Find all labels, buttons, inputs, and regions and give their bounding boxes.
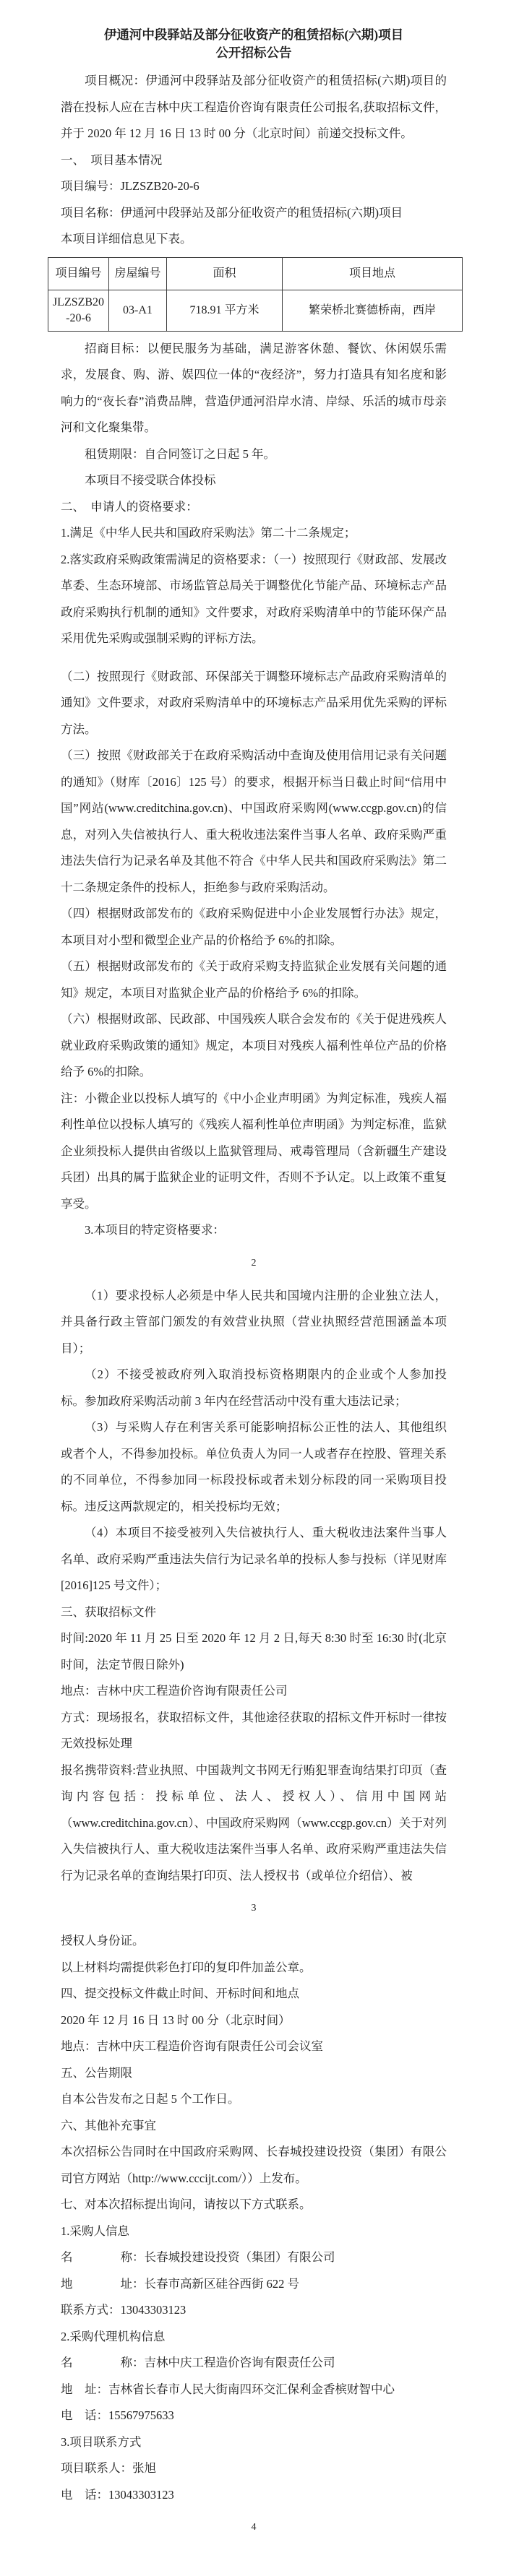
- paragraph-policy-2: （二）按照现行《财政部、环保部关于调整环境标志产品政府采购清单的通知》文件要求，对政府采购清单中的环境标志产品采用优先采购的评标方法。: [61, 669, 447, 736]
- page-number-4: 4: [251, 2522, 257, 2533]
- paragraph-project-contact-heading: 3.项目联系方式: [61, 2434, 142, 2449]
- paragraph-project-contact-phone: 电 话：13043303123: [61, 2487, 174, 2502]
- paragraph-agency-address: 地 址：吉林省长春市人民大街南四环交汇保利金香槟财智中心: [61, 2382, 395, 2396]
- section-heading-6-supplementary: 六、其他补充事宜: [61, 2118, 156, 2132]
- section-heading-3-obtain-documents: 三、获取招标文件: [61, 1604, 156, 1619]
- paragraph-obtain-place: 地点：吉林中庆工程造价咨询有限责任公司: [61, 1684, 288, 1698]
- paragraph-id-card: 授权人身份证。: [61, 1934, 145, 1948]
- paragraph-specific-req-3: （3）与采购人存在利害关系可能影响招标公正性的法人、其他组织或者个人，不得参加投标。单位负责人为同一人或者存在控股、管理关系的不同单位，不得参加同一标段投标或者未划分标段的同一采购项目投标。违反这两款规定的，相关投标均无效；: [61, 1420, 447, 1513]
- paragraph-opening-place: 地点：吉林中庆工程造价咨询有限责任公司会议室: [61, 2039, 323, 2053]
- table-cell-location: 繁荣桥北赛德桥南，西岸: [283, 290, 463, 331]
- paragraph-specific-req-1: （1）要求投标人必须是中华人民共和国境内注册的企业独立法人，并具备行政主管部门颁发的有效营业执照（营业执照经营范围涵盖本项目）；: [61, 1288, 447, 1355]
- paragraph-policy-4: （四）根据财政部发布的《政府采购促进中小企业发展暂行办法》规定，本项目对小型和微型企业产品的价格给予 6%的扣除。: [61, 907, 447, 947]
- paragraph-table-intro: 本项目详细信息见下表。: [61, 232, 192, 246]
- paragraph-purchaser-contact: 联系方式：13043303123: [61, 2303, 186, 2317]
- paragraph-specific-qualifications: 3.本项目的特定资格要求：: [85, 1223, 225, 1237]
- table-row: [48, 290, 463, 331]
- paragraph-project-name: 项目名称：伊通河中段驿站及部分征收资产的租赁招标(六期)项目: [61, 205, 403, 220]
- paragraph-deadline-time: 2020 年 12 月 16 日 13 时 00 分（北京时间）: [61, 2013, 291, 2027]
- paragraph-publish-websites: 本次招标公告同时在中国政府采购网、长春城投建设投资（集团）有限公司官方网站（http://www.cccijt.com/））上发布。: [61, 2145, 447, 2185]
- section-heading-7-contact: 七、对本次招标提出询问，请按以下方式联系。: [61, 2197, 312, 2211]
- paragraph-registration-materials: 报名携带资料:营业执照、中国裁判文书网无行贿犯罪查询结果打印页（查询内容包括：投标单位、法人、授权人）、信用中国网站（www.creditchina.gov.cn）、中国政府采购网（www.ccgp.gov.cn）关于对列入失信被执行人、重大税收违法案件当事人名单、政府采购严重违法失信行为记录名单的查询结果打印页、法人授权书（或单位介绍信）、被: [61, 1763, 447, 1883]
- paragraph-project-contact-person: 项目联系人：张旭: [61, 2461, 156, 2475]
- paragraph-specific-req-4: （4）本项目不接受被列入失信被执行人、重大税收违法案件当事人名单、政府采购严重违法失信行为记录名单的投标人参与投标（详见财库[2016]125 号文件）；: [61, 1526, 447, 1592]
- document-title-line2: 公开招标公告: [215, 46, 292, 60]
- table-header-project-code: 项目编号: [48, 257, 109, 290]
- project-detail-table: [48, 257, 463, 332]
- section-heading-2-qualifications: 二、 申请人的资格要求：: [61, 499, 198, 514]
- document-title-line1: 伊通河中段驿站及部分征收资产的租赁招标(六期)项目: [103, 27, 404, 42]
- table-header-row: [48, 257, 463, 290]
- paragraph-project-number: 项目编号：JLZSZB20-20-6: [61, 179, 200, 193]
- paragraph-policy-3: （三）按照《财政部关于在政府采购活动中查询及使用信用记录有关问题的通知》（财库〔2016〕125 号）的要求，根据开标当日截止时间“信用中国”网站(www.creditchina.gov.cn)、中国政府采购网(www.ccgp.gov.cn)的信息，对列入失信被执行人、重大税收违法案件当事人名单、政府采购严重违法失信行为记录名单及其他不符合《中华人民共和国政府采购法》第二十二条规定条件的投标人，拒绝参与政府采购活动。: [61, 748, 447, 894]
- table-cell-project-code: JLZSZB20-20-6: [48, 290, 109, 331]
- paragraph-policy-5: （五）根据财政部发布的《关于政府采购支持监狱企业发展有关问题的通知》规定，本项目对监狱企业产品的价格给予 6%的扣除。: [61, 959, 447, 1000]
- section-heading-1-basic-info: 一、 项目基本情况: [61, 152, 163, 167]
- page-number-2: 2: [251, 1257, 257, 1268]
- paragraph-agency-phone: 电 话：15567975633: [61, 2408, 174, 2422]
- table-header-location: 项目地点: [283, 257, 463, 290]
- document-title: [61, 26, 447, 62]
- paragraph-agency-info-heading: 2.采购代理机构信息: [61, 2329, 166, 2343]
- table-cell-area: 718.91 平方米: [167, 290, 283, 331]
- paragraph-obtain-time: 时间:2020 年 11 月 25 日至 2020 年 12 月 2 日,每天 8:30 时至 16:30 时(北京时间，法定节假日除外): [61, 1631, 447, 1672]
- section-heading-4-deadline: 四、提交投标文件截止时间、开标时间和地点: [61, 1987, 299, 2000]
- paragraph-agency-name: 名 称：吉林中庆工程造价咨询有限责任公司: [61, 2356, 335, 2369]
- paragraph-qualification-1: 1.满足《中华人民共和国政府采购法》第二十二条规定；: [61, 526, 356, 540]
- paragraph-lease-term: 租赁期限：自合同签订之日起 5 年。: [85, 446, 275, 461]
- paragraph-project-overview: 项目概况：伊通河中段驿站及部分征收资产的租赁招标(六期)项目的潜在投标人应在吉林中庆工程造价咨询有限责任公司报名,获取招标文件，并于 2020 年 12 月 16 日 13 时 00 分（北京时间）前递交投标文件。: [61, 74, 447, 140]
- section-heading-5-announcement-period: 五、公告期限: [61, 2065, 132, 2080]
- table-header-area: 面积: [167, 257, 283, 290]
- paragraph-no-consortium: 本项目不接受联合体投标: [85, 473, 216, 487]
- paragraph-policy-6: （六）根据财政部、民政部、中国残疾人联合会发布的《关于促进残疾人就业政府采购政策的通知》规定，本项目对残疾人福利性单位产品的价格给予 6%的扣除。: [61, 1012, 447, 1079]
- paragraph-qualification-2: 2.落实政府采购政策需满足的资格要求：（一）按照现行《财政部、发展改革委、生态环境部、市场监管总局关于调整优化节能产品、环境标志产品政府采购执行机制的通知》文件要求，对政府采购清单中的节能环保产品采用优先采购或强制采购的评标方法。: [61, 552, 447, 645]
- paragraph-materials-stamp-note: 以上材料均需提供彩色打印的复印件加盖公章。: [61, 1960, 312, 1974]
- paragraph-purchaser-info-heading: 1.采购人信息: [61, 2223, 129, 2238]
- paragraph-purchaser-address: 地 址：长春市高新区硅谷西街 622 号: [61, 2276, 299, 2291]
- page-number-3: 3: [251, 1903, 257, 1914]
- table-cell-house-code: 03-A1: [109, 290, 167, 331]
- table-header-house-code: 房屋编号: [109, 257, 167, 290]
- paragraph-announcement-period: 自本公告发布之日起 5 个工作日。: [61, 2092, 240, 2106]
- paragraph-specific-req-2: （2）不接受被政府列入取消投标资格期限内的企业或个人参加投标。参加政府采购活动前 3 年内在经营活动中没有重大违法记录；: [61, 1367, 447, 1408]
- paragraph-obtain-method: 方式：现场报名，获取招标文件，其他途径获取的招标文件开标时一律按无效投标处理: [61, 1710, 447, 1750]
- paragraph-purchaser-name: 名 称：长春城投建设投资（集团）有限公司: [61, 2250, 335, 2264]
- paragraph-investment-goal: 招商目标：以便民服务为基础，满足游客休憩、餐饮、休闲娱乐需求，发展食、购、游、娱四位一体的“夜经济”，努力打造具有知名度和影响力的“夜长春”消费品牌，营造伊通河沿岸水清、岸绿、乐活的城市母亲河和文化聚集带。: [61, 341, 447, 434]
- paragraph-policy-note: 注：小微企业以投标人填写的《中小企业声明函》为判定标准，残疾人福利性单位以投标人填写的《残疾人福利性单位声明函》为判定标准，监狱企业须投标人提供由省级以上监狱管理局、戒毒管理局（含新疆生产建设兵团）出具的属于监狱企业的证明文件，否则不予认定。以上政策不重复享受。: [61, 1091, 447, 1211]
